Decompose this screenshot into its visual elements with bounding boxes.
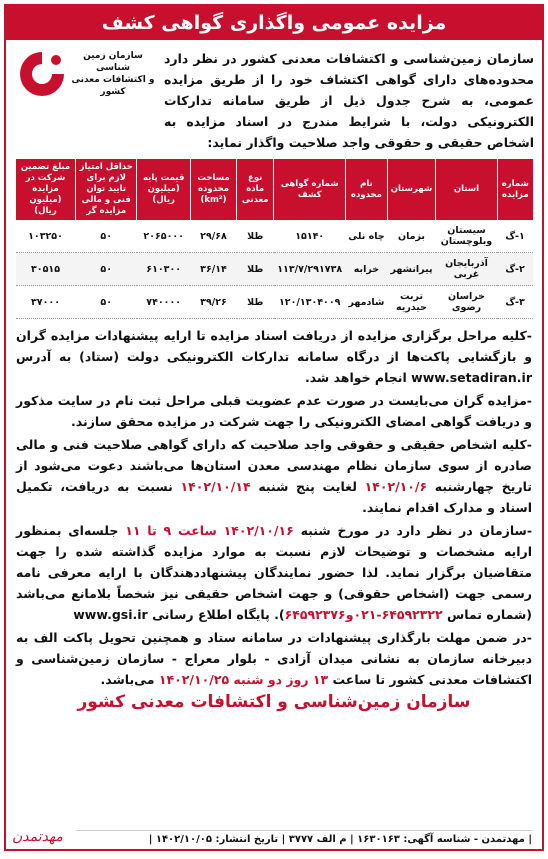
logo-org-line1: سازمان زمین شناسی — [83, 51, 143, 73]
end-date: ۱۴۰۲/۱۰/۱۴ — [180, 479, 251, 494]
cell: خرابه — [346, 253, 388, 286]
th-base-price: قیمت پایه (میلیون ریال) — [137, 159, 190, 220]
cell: ۵۰ — [76, 286, 137, 319]
condition-3: -کلیه اشخاص حقیقی و حقوقی واجد صلاحیت که دارای گواهی صلاحیت فنی و مالی صادره از سوی سازمان نظام مهندسی معدن استان‌ها می‌باشند دعوت می‌شود از تاریخ چهارشنبه ۱۴۰۲/۱۰/۶ لغایت پنج شنبه ۱۴۰۲/۱۰/۱۴ نسبت به دریافت، تکمیل اسناد و مدارک اقدام نمایند. — [16, 437, 532, 515]
th-province: استان — [436, 159, 497, 220]
cell: ۱۲۰/۱۳۰۴۰۰۹ — [274, 286, 346, 319]
publisher-signature: مهدتمدن — [12, 829, 63, 845]
cell: ۳۶/۱۴ — [190, 253, 236, 286]
condition-4: -سازمان در نظر دارد در مورخ شنبه ۱۴۰۲/۱۰/۱۶ ساعت ۹ تا ۱۱ جلسه‌ای بمنظور ارایه مشخصات و توضیحات لازم نسبت به موارد مزایده گذاشته شده را جهت متقاضیان برگزار نماید. لذا حضور نمایندگان پیشنهاددهندگان با ارایه معرفی نامه رسمی جهت (اشخاص حقوقی) و جهت اشخاص حقیقی نیز شخصاً بلامانع می‌باشد (شماره تماس ۶۴۵۹۲۳۲۲-۰۲۱و۶۴۵۹۲۳۷۶). پایگاه اطلاع رسانی www.gsi.ir — [16, 523, 533, 622]
cell: ۲۰۶۵۰۰۰ — [137, 220, 190, 253]
cell: ۷۴۰۰۰۰ — [137, 286, 190, 319]
cell: ۳۰۵۱۵ — [16, 253, 76, 286]
condition-1: -کلیه مراحل برگزاری مزایده از دریافت اسناد مزایده تا ارایه پیشنهادات مزایده گران و بازگشایی پاکت‌ها از درگاه سامانه تدارکات الکترونیکی دولت (ستاد) به آدرس www.setadiran.ir انجام خواهد شد. — [16, 328, 532, 385]
intro-text: سازمان زمین‌شناسی و اکتشافات معدنی کشور در نظر دارد محدوده‌های دارای گواهی اکتشاف خود را از طریق مزایده عمومی، به شرح جدول ذیل از طریق سامانه تدارکات الکترونیکی دولت، با شرایط مندرج در اسناد مزایده به اشخاص حقیقی و حقوقی واجد صلاحیت واگذار نماید: — [164, 51, 534, 150]
cell: ۳۷۰۰۰ — [16, 286, 76, 319]
deadline: ۱۳ روز دو شنبه ۱۴۰۲/۱۰/۲۵ — [158, 672, 329, 687]
th-mineral: نوع ماده معدنی — [237, 159, 274, 220]
cell: طلا — [237, 286, 274, 319]
th-auction-no: شماره مزایده — [497, 159, 533, 220]
start-date: ۱۴۰۲/۱۰/۶ — [364, 479, 428, 494]
cell: ۱۰۳۲۵۰ — [16, 220, 76, 253]
footer-org-name: سازمان زمین‌شناسی و اکتشافات معدنی کشور — [77, 692, 471, 712]
th-min-score: حداقل امتیاز لازم برای تایید توان فنی و مالی مزایده گر — [76, 159, 137, 220]
condition-2: -مزایده گران می‌بایست در صورت عدم عضویت قبلی مراحل ثبت نام در سایت مذکور و دریافت گواهی امضای الکترونیکی را جهت شرکت در مزایده محقق سازند. — [16, 393, 532, 429]
cell: تربت حیدریه — [387, 286, 436, 319]
cell: ۲-گ — [497, 253, 533, 286]
th-area-name: نام محدوده — [346, 159, 388, 220]
table-row — [16, 220, 534, 253]
auction-table — [15, 159, 533, 319]
cell: چاه نلی — [346, 220, 388, 253]
ad-title: مزایده عمومی واگذاری گواهی کشف — [6, 6, 542, 40]
cell: طلا — [237, 220, 274, 253]
gsi-link[interactable]: www.gsi.ir — [73, 607, 148, 622]
gsi-logo-icon — [16, 48, 68, 100]
meeting-time: ساعت ۹ تا ۱۱ — [125, 523, 217, 538]
th-area-size: مساحت محدوده (km²) — [190, 159, 236, 220]
cell: ۵۰ — [76, 253, 137, 286]
cell: پیرانشهر — [387, 253, 436, 286]
footer-meta: | مهدتمدن - شناسه آگهی: ۱۶۳۰۱۶۳ | م الف ۳۷۷۷ | تاریخ انتشار: ۱۴۰۲/۱۰/۰۵ | — [76, 830, 532, 845]
cell: ۱۵۱۴۰ — [274, 220, 346, 253]
th-guarantee: مبلغ تضمین شرکت در مزایده (میلیون ریال) — [16, 159, 76, 220]
cell: ۵۰ — [76, 220, 137, 253]
ad-page — [4, 4, 544, 851]
table-row — [16, 253, 534, 286]
cell: ۱-گ — [497, 220, 533, 253]
org-logo — [14, 48, 164, 100]
contact-phone: ۶۴۵۹۲۳۲۲-۰۲۱و۶۴۵۹۲۳۷۶ — [284, 607, 443, 622]
cell: بزمان — [387, 220, 436, 253]
th-city: شهرستان — [387, 159, 436, 220]
cell: ۶۱۰۳۰۰ — [137, 253, 190, 286]
intro-section — [6, 40, 542, 153]
cell: شادمهر — [346, 286, 388, 319]
cell: ۳-گ — [497, 286, 533, 319]
cell: ۳۹/۲۶ — [190, 286, 236, 319]
condition-5: -در ضمن مهلت بارگذاری پیشنهادات در سامانه ستاد و همچنین تحویل پاکت الف به دبیرخانه سازمان به نشانی میدان آزادی - بلوار معراج - سازمان زمین‌شناسی و اکتشافات معدنی کشور تا ساعت ۱۳ روز دو شنبه ۱۴۰۲/۱۰/۲۵ می‌باشد. — [16, 630, 532, 687]
cell: سیستان وبلوچستان — [436, 220, 497, 253]
cell: طلا — [237, 253, 274, 286]
cell: آذربایجان غربی — [436, 253, 497, 286]
cell: ۲۹/۶۸ — [190, 220, 236, 253]
cell: ۱۱۳/۷/۲۹۱۷۳۸ — [274, 253, 346, 286]
meeting-date: ۱۴۰۲/۱۰/۱۶ — [223, 523, 294, 538]
setad-link[interactable]: www.setadiran.ir — [411, 370, 532, 385]
conditions-section — [6, 319, 542, 690]
table-header-row — [16, 159, 534, 220]
logo-org-line2: و اکتشافات معدنی کشور — [71, 75, 155, 97]
table-row — [16, 286, 534, 319]
cell: خراسان رضوی — [436, 286, 497, 319]
th-certificate-no: شماره گواهی کشف — [274, 159, 346, 220]
